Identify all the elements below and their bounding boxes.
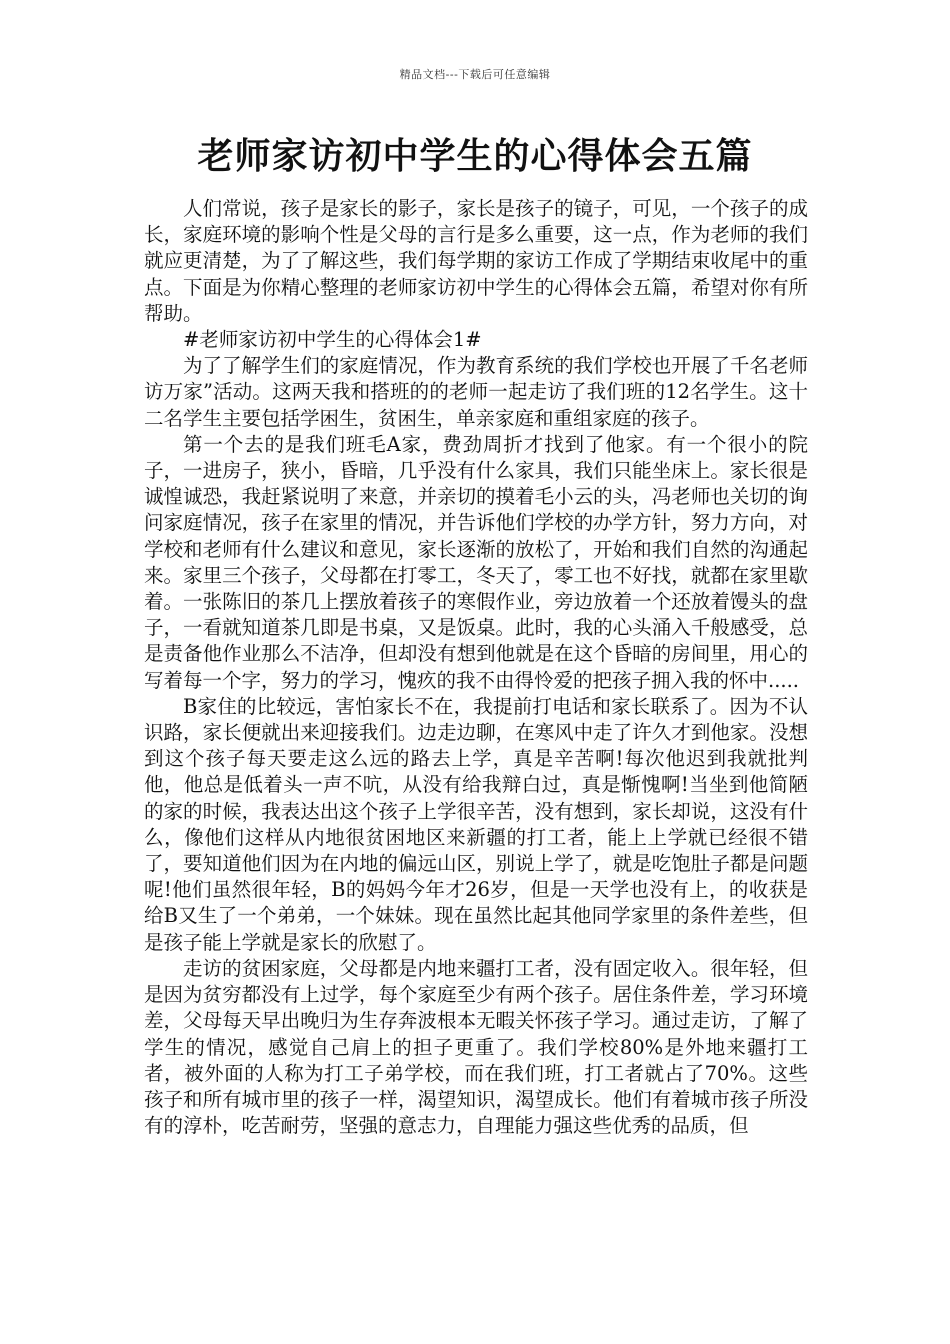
paragraph: B家住的比较远，害怕家长不在，我提前打电话和家长联系了。因为不认识路，家长便就出来迎接我们。边走边聊，在寒风中走了许久才到他家。没想到这个孩子每天要走这么远的路去上学，真是辛苦啊!每次他迟到我就批判他，他总是低着头一声不吭，从没有给我辩白过，真是惭愧啊!当坐到他简陋的家的时候，我表达出这个孩子上学很辛苦，没有想到，家长却说，这没有什么，像他们这样从内地很贫困地区来新疆的打工者，能上上学就已经很不错了，要知道他们因为在内地的偏远山区，别说上学了，就是吃饱肚子都是问题呢!他们虽然很年轻，B的妈妈今年才26岁，但是一天学也没有上，的收获是给B又生了一个弟弟，一个妹妹。现在虽然比起其他同学家里的条件差些，但是孩子能上学就是家长的欣慰了。 — [144, 694, 808, 954]
header-note: 精品文档---下载后可任意编辑 — [399, 68, 551, 81]
section-heading: #老师家访初中学生的心得体会1# — [183, 328, 482, 352]
document-title: 老师家访初中学生的心得体会五篇 — [197, 135, 753, 177]
paragraph: 走访的贫困家庭，父母都是内地来疆打工者，没有固定收入。很年轻，但是因为贫穷都没有上过学，每个家庭至少有两个孩子。居住条件差，学习环境差，父母每天早出晚归为生存奔波根本无暇关怀孩子学习。通过走访，了解了学生的情况，感觉自己肩上的担子更重了。我们学校80%是外地来疆打工者，被外面的人称为打工子弟学校，而在我们班，打工者就占了70%。这些孩子和所有城市里的孩子一样，渴望知识，渴望成长。他们有着城市孩子所没有的淳朴，吃苦耐劳，坚强的意志力，自理能力强这些优秀的品质，但 — [144, 956, 808, 1138]
document-body — [144, 196, 808, 1139]
paragraph: 为了了解学生们的家庭情况，作为教育系统的我们学校也开展了千名老师访万家”活动。这两天我和搭班的的老师一起走访了我们班的12名学生。这十二名学生主要包括学困生，贫困生，单亲家庭和重组家庭的孩子。 — [144, 354, 808, 430]
paragraph: 第一个去的是我们班毛A家，费劲周折才找到了他家。有一个很小的院子，一进房子，狭小，昏暗，几乎没有什么家具，我们只能坐床上。家长很是诚惶诚恐，我赶紧说明了来意，并亲切的摸着毛小云的头，冯老师也关切的询问家庭情况，孩子在家里的情况，并告诉他们学校的办学方针，努力方向，对学校和老师有什么建议和意见，家长逐渐的放松了，开始和我们自然的沟通起来。家里三个孩子，父母都在打零工，冬天了，零工也不好找，就都在家里歇着。一张陈旧的茶几上摆放着孩子的寒假作业，旁边放着一个还放着馒头的盘子，一看就知道茶几即是书桌，又是饭桌。此时，我的心头涌入千般感受，总是责备他作业那么不洁净，但却没有想到他就是在这个昏暗的房间里，用心的写着每一个字，努力的学习，愧疚的我不由得怜爱的把孩子拥入我的怀中..... — [144, 432, 808, 692]
paragraph-intro: 人们常说，孩子是家长的影子，家长是孩子的镜子，可见，一个孩子的成长，家庭环境的影响个性是父母的言行是多么重要，这一点，作为老师的我们就应更清楚，为了了解这些，我们每学期的家访工作成了学期结束收尾中的重点。下面是为你精心整理的老师家访初中学生的心得体会五篇，希望对你有所帮助。 — [144, 197, 808, 325]
